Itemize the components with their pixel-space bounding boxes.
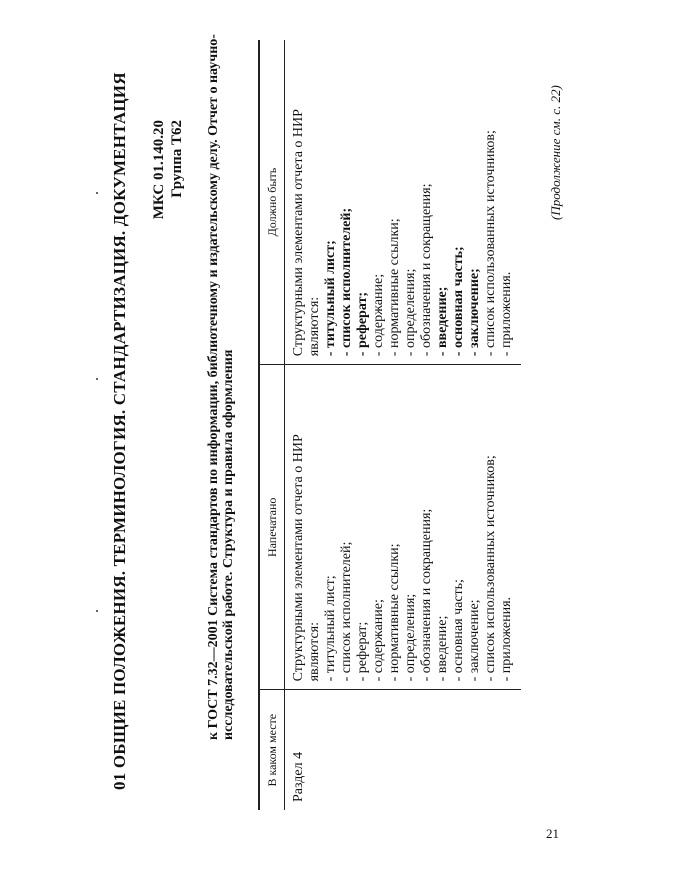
should-list — [323, 48, 515, 356]
page-number: 21 — [546, 826, 559, 841]
list-item: - обозначения и сокращения; — [419, 508, 434, 682]
list-item: - список использованных источников; — [483, 130, 498, 357]
table-header-row — [259, 40, 285, 810]
list-item: - определения; — [403, 593, 418, 682]
list-item: - введение; — [435, 615, 450, 682]
section-title: 01 ОБЩИЕ ПОЛОЖЕНИЯ. ТЕРМИНОЛОГИЯ. СТАНДАРТИЗАЦИЯ. ДОКУМЕНТАЦИЯ — [110, 72, 129, 790]
list-item: - титульный лист; — [323, 240, 338, 357]
list-item: - содержание; — [371, 599, 386, 682]
printed-intro: Структурными элементами отчета о НИР являются: — [291, 434, 322, 682]
amendment-title-line-2: исследовательской работе. Структура и правила оформления — [221, 349, 236, 740]
scan-dot — [96, 378, 98, 380]
list-item: - нормативные ссылки; — [387, 218, 402, 357]
corrections-table — [258, 40, 521, 810]
list-item: - приложения. — [499, 271, 514, 357]
cell-where: Раздел 4 — [291, 751, 306, 802]
amendment-title-line-1: к ГОСТ 7.32—2001 Система стандартов по информации, библиотечному и издательскому делу. Отчет о научно- — [206, 34, 221, 740]
classification-codes — [150, 120, 186, 219]
list-item: - основная часть; — [451, 579, 466, 682]
list-item: - реферат; — [355, 621, 370, 682]
list-item: - нормативные ссылки; — [387, 543, 402, 682]
list-item: - определения; — [403, 268, 418, 357]
cell-printed — [285, 365, 522, 690]
list-item: - список исполнителей; — [339, 207, 354, 357]
should-intro: Структурными элементами отчета о НИР являются: — [291, 109, 322, 357]
cell-should — [285, 40, 522, 365]
list-item: - содержание; — [371, 273, 386, 357]
list-item: - приложения. — [499, 596, 514, 682]
list-item: - список использованных источников; — [483, 455, 498, 682]
list-item: - заключение; — [467, 268, 482, 357]
corrections-table-wrap — [258, 40, 521, 810]
list-item: - основная часть; — [451, 246, 466, 357]
header-should: Должно быть — [259, 40, 285, 365]
list-item: - введение; — [435, 286, 450, 357]
header-where: В каком месте — [259, 690, 285, 810]
table-row — [285, 40, 522, 810]
group-code: Группа Т62 — [169, 120, 185, 198]
list-item: - титульный лист; — [323, 575, 338, 682]
scan-dot — [96, 610, 98, 612]
list-item: - обозначения и сокращения; — [419, 183, 434, 357]
list-item: - список исполнителей; — [339, 541, 354, 682]
amendment-title — [206, 20, 236, 740]
list-item: - заключение; — [467, 599, 482, 682]
continued-note: (Продолжение см. с. 22) — [548, 85, 563, 220]
printed-list — [323, 373, 515, 681]
header-printed: Напечатано — [259, 365, 285, 690]
list-item: - реферат; — [355, 292, 370, 357]
scan-dot — [96, 192, 98, 194]
mks-code: МКС 01.140.20 — [151, 120, 167, 220]
